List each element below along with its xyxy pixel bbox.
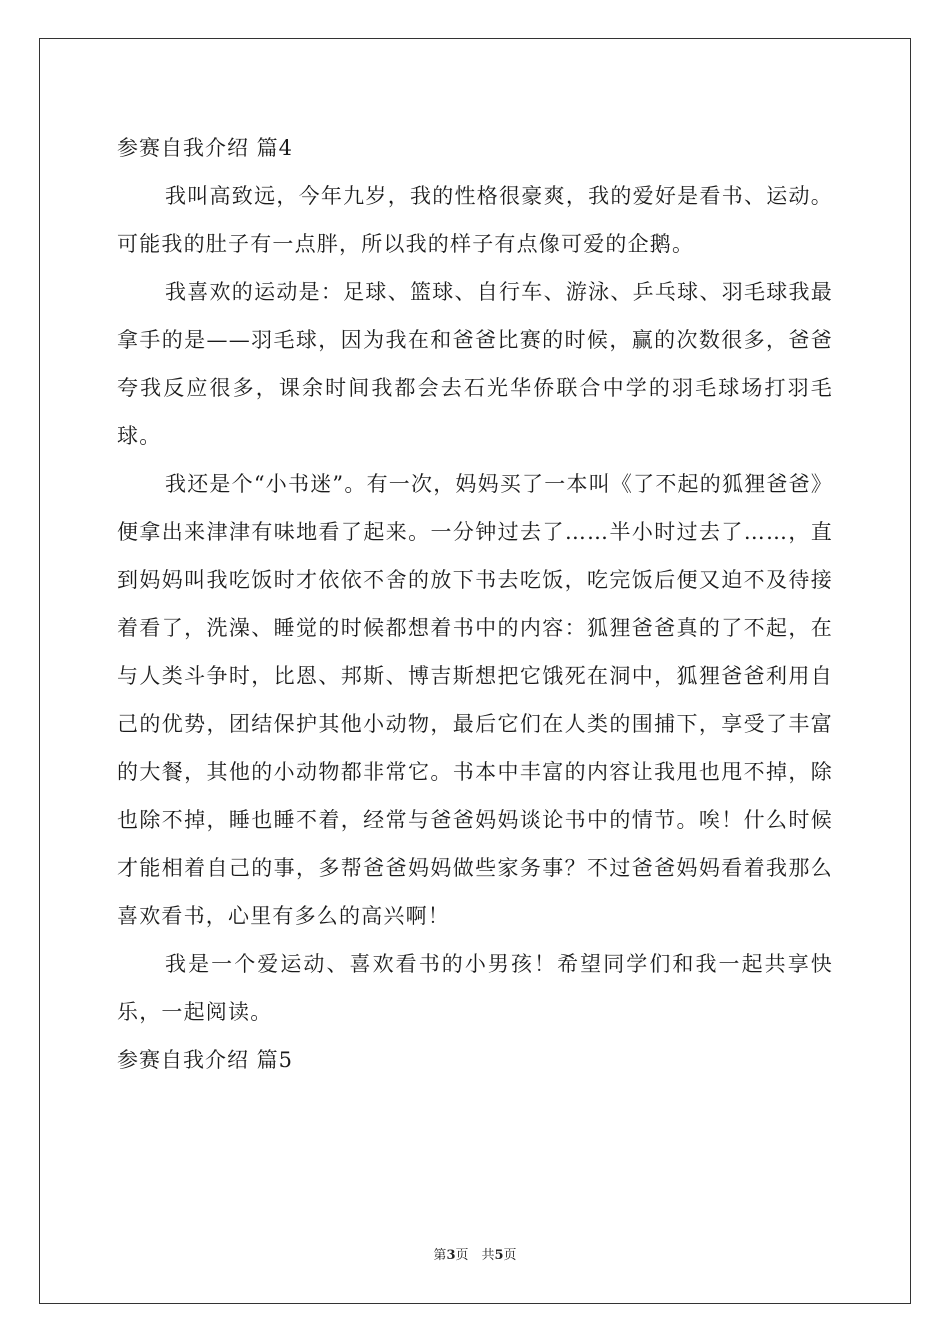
footer-total-pages: 5 [494, 1248, 504, 1263]
paragraph-intro: 我叫高致远，今年九岁，我的性格很豪爽，我的爱好是看书、运动。可能我的肚子有一点胖，所以我的样子有点像可爱的企鹅。 [117, 184, 833, 256]
paragraph-sports: 我喜欢的运动是：足球、篮球、自行车、游泳、乒乓球、羽毛球我最拿手的是——羽毛球，因为我在和爸爸比赛的时候，赢的次数很多，爸爸夸我反应很多，课余时间我都会去石光华侨联合中学的羽毛球场打羽毛球。 [117, 280, 833, 448]
document-body [117, 124, 833, 1084]
paragraph-closing: 我是一个爱运动、喜欢看书的小男孩！希望同学们和我一起共享快乐，一起阅读。 [117, 952, 833, 1024]
paragraph-books: 我还是个“小书迷”。有一次，妈妈买了一本叫《了不起的狐狸爸爸》便拿出来津津有味地看了起来。一分钟过去了……半小时过去了……，直到妈妈叫我吃饭时才依依不舍的放下书去吃饭，吃完饭后便又迫不及待接着看了，洗澡、睡觉的时候都想着书中的内容：狐狸爸爸真的了不起，在与人类斗争时，比恩、邦斯、博吉斯想把它饿死在洞中，狐狸爸爸利用自己的优势，团结保护其他小动物，最后它们在人类的围捕下，享受了丰富的大餐，其他的小动物都非常它。书本中丰富的内容让我甩也甩不掉，除也除不掉，睡也睡不着，经常与爸爸妈妈谈论书中的情节。唉！什么时候才能相着自己的事，多帮爸爸妈妈做些家务事？不过爸爸妈妈看着我那么喜欢看书，心里有多么的高兴啊！ [117, 472, 833, 928]
footer-suffix: 页 [503, 1248, 517, 1263]
page-footer [0, 1244, 950, 1263]
section-heading-5: 参赛自我介绍 篇5 [117, 1048, 294, 1072]
section-heading-4: 参赛自我介绍 篇4 [117, 136, 294, 160]
footer-middle: 页 共 [455, 1248, 495, 1263]
footer-current-page: 3 [446, 1248, 456, 1263]
footer-prefix: 第 [433, 1248, 447, 1263]
